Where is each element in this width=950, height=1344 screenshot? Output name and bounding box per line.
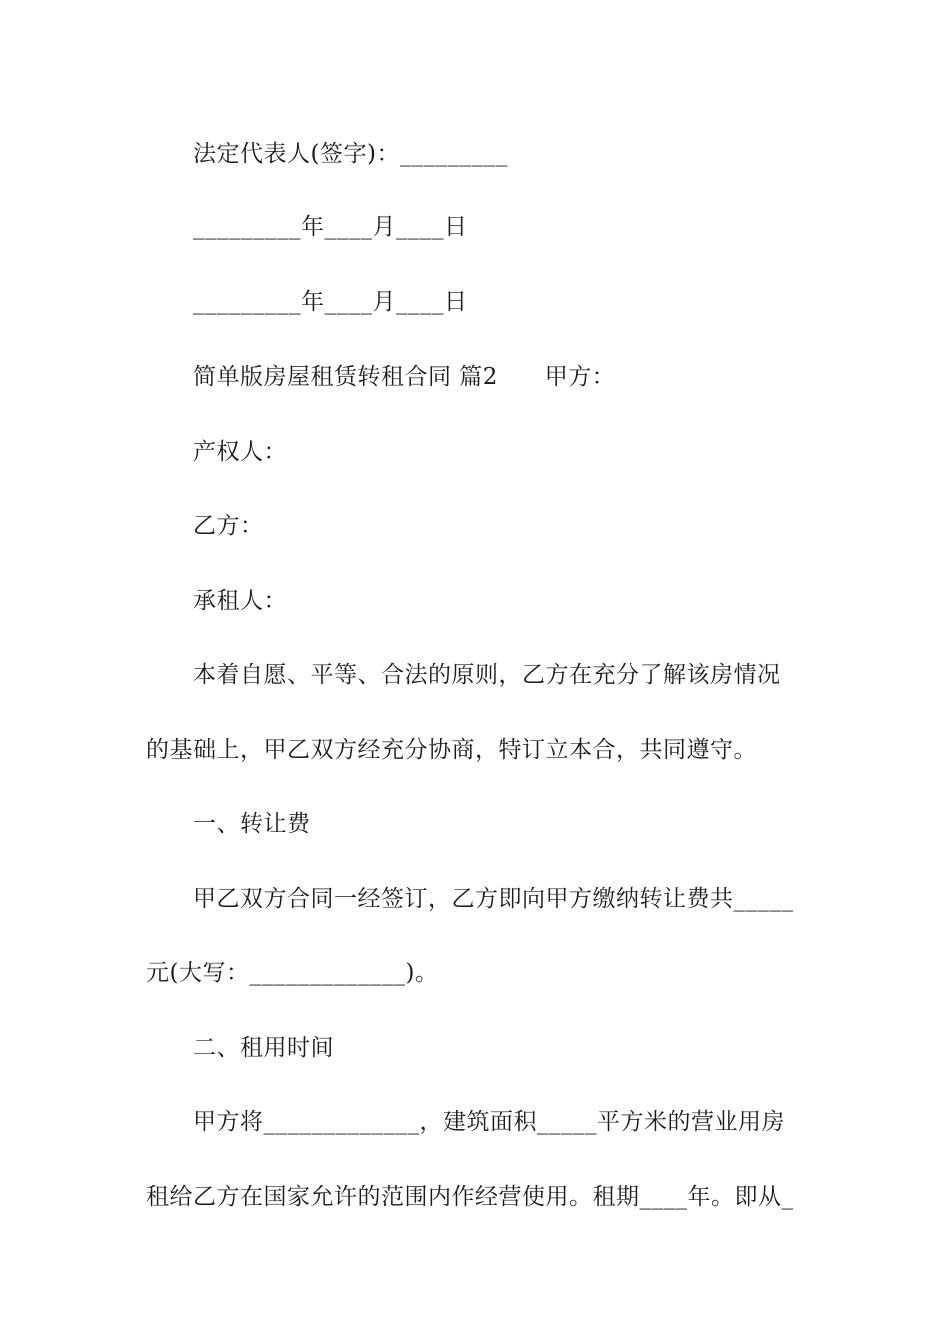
preamble-paragraph-line-2: 的基础上，甲乙双方经充分协商，特订立本合，共同遵守。 [146, 737, 757, 763]
date-line-2: _________年____月____日 [193, 289, 468, 315]
date-line-1: _________年____月____日 [193, 214, 468, 240]
preamble-paragraph-line-1: 本着自愿、平等、合法的原则，乙方在充分了解该房情况 [193, 662, 781, 688]
transfer-fee-paragraph-line-1: 甲乙双方合同一经签订，乙方即向甲方缴纳转让费共_____ [193, 886, 794, 912]
lease-term-paragraph-line-1: 甲方将_____________，建筑面积_____平方米的营业用房 [193, 1109, 785, 1135]
property-owner-label: 产权人： [193, 439, 287, 465]
lease-term-paragraph-line-2: 租给乙方在国家允许的范围内作经营使用。租期____年。即从_ [146, 1184, 794, 1210]
party-b-label: 乙方： [193, 513, 264, 539]
legal-representative-signature-line: 法定代表人(签字)：_________ [193, 141, 508, 167]
section-heading-lease-term: 二、租用时间 [193, 1035, 334, 1061]
section-heading-transfer-fee: 一、转让费 [193, 811, 311, 837]
contract-title-party-a: 简单版房屋租赁转租合同 篇2 甲方： [193, 364, 616, 390]
transfer-fee-paragraph-line-2: 元(大写：_____________)。 [146, 960, 439, 986]
tenant-label: 承租人： [193, 588, 287, 614]
